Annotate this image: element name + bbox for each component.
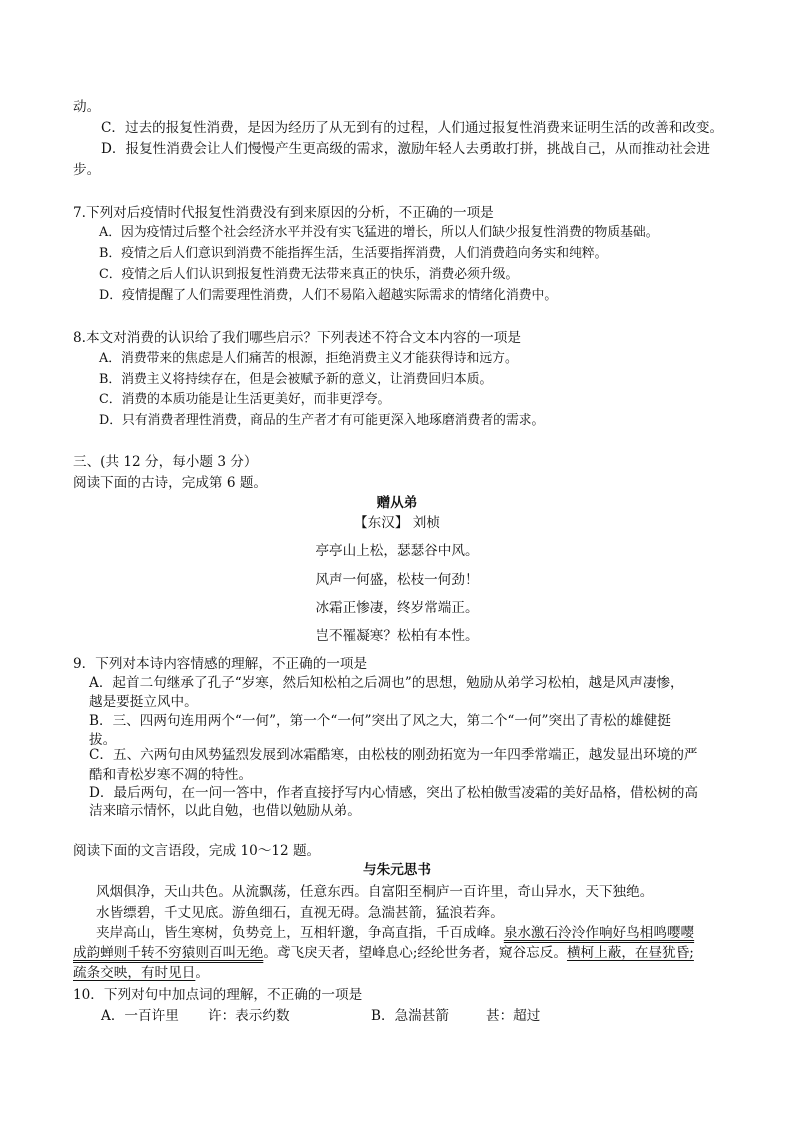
q9-option-b-cont: 拔。 xyxy=(89,732,117,748)
section-header: 三、(共 12 分，每小题 3 分） xyxy=(73,454,258,470)
poem-author: 【东汉】 刘桢 xyxy=(354,515,440,531)
prose-paragraph-cont xyxy=(73,944,694,962)
question-7-stem: 7.下列对后疫情时代报复性消费没有到来原因的分析，不正确的一项是 xyxy=(73,205,494,221)
q9-option-a: A．起首二句继承了孔子“岁寒，然后知松柏之后凋也”的思想，勉励从弟学习松柏，越是风声凄惨， xyxy=(89,675,684,691)
poem-instruction: 阅读下面的古诗，完成第 6 题。 xyxy=(73,475,268,491)
q8-option-c: C．消费的本质功能是让生活更美好，而非更浮夸。 xyxy=(99,392,391,407)
q9-option-d: D．最后两句，在一问一答中，作者直接抒写内心情感，突出了松柏傲雪凌霜的美好品格，借松树的高 xyxy=(89,785,699,801)
poem-line: 冰霜正惨凄，终岁常端正。 xyxy=(315,600,479,616)
prose-instruction: 阅读下面的文言语段，完成 10～12 题。 xyxy=(73,843,321,859)
underlined-text: 泉水激石泠泠作响好鸟相鸣嘤嘤 xyxy=(503,925,695,941)
prose-paragraph xyxy=(96,924,694,942)
q10-option-b-gloss: 甚：超过 xyxy=(486,1008,541,1024)
prose-text: 。 xyxy=(195,965,209,981)
poem-line: 亭亭山上松，瑟瑟谷中风。 xyxy=(315,543,479,559)
poem-title: 赠从弟 xyxy=(376,495,418,511)
prose-text: 夹岸高山，皆生寒树，负势竞上，互相轩邈，争高直指，千百成峰。 xyxy=(96,925,504,941)
q10-option-b-phrase: B．急湍甚箭 xyxy=(371,1008,449,1024)
prose-paragraph-cont xyxy=(73,964,209,982)
q9-option-c: C．五、六两句由风势猛烈发展到冰霜酷寒，由松枝的刚劲拓宽为一年四季常端正，越发显出环境的严 xyxy=(89,747,698,763)
q7-option-b: B．疫情之后人们意识到消费不能指挥生活，生活要指挥消费，人们消费趋向务实和纯粹。 xyxy=(99,246,608,261)
q7-option-a: A．因为疫情过后整个社会经济水平并没有实飞猛进的增长，所以人们缺少报复性消费的物质基础。 xyxy=(99,225,659,240)
q10-option-a-gloss: 许：表示约数 xyxy=(208,1008,290,1024)
q9-option-a-cont: 越是要挺立风中。 xyxy=(89,694,198,710)
prose-text: 。鸢飞戾天者，望峰息心;经纶世务者，窥谷忘反。 xyxy=(263,945,567,961)
option-d-cont: 步。 xyxy=(73,162,101,178)
q9-option-b: B．三、四两句连用两个“一何”，第一个“一何”突出了风之大，第二个“一何”突出了青松的雄健挺 xyxy=(89,713,671,729)
q8-option-a: A．消费带来的焦虑是人们痛苦的根源，拒绝消费主义才能获得诗和远方。 xyxy=(99,351,518,366)
q9-option-c-cont: 酷和青松岁寒不凋的特性。 xyxy=(89,767,253,783)
q7-option-d: D．疫情提醒了人们需要理性消费，人们不易陷入超越实际需求的情绪化消费中。 xyxy=(99,288,558,303)
q9-option-d-cont: 洁来暗示情怀，以此自勉，也借以勉励从弟。 xyxy=(89,803,361,819)
prose-paragraph: 风烟俱净，天山共色。从流飘荡，任意东西。自富阳至桐庐一百许里，奇山异水，天下独绝。 xyxy=(96,884,654,900)
continued-text: 动。 xyxy=(73,99,101,115)
q10-option-a-phrase: A．一百许里 xyxy=(101,1008,179,1024)
underlined-text: 成韵蝉则千转不穷猿则百叫无绝 xyxy=(73,945,264,961)
q8-option-b: B．消费主义将持续存在，但是会被赋予新的意义，让消费回归本质。 xyxy=(99,372,493,387)
option-d: D．报复性消费会让人们慢慢产生更高级的需求，激励年轻人去勇敢打拼，挑战自己，从而推动社会进 xyxy=(101,141,711,157)
q7-option-c: C．疫情之后人们认识到报复性消费无法带来真正的快乐，消费必须升级。 xyxy=(99,267,519,282)
option-c: C．过去的报复性消费，是因为经历了从无到有的过程，人们通过报复性消费来证明生活的改善和改变。 xyxy=(101,120,724,136)
question-10-stem: 10．下列对句中加点词的理解，不正确的一项是 xyxy=(73,987,363,1003)
question-8-stem: 8.本文对消费的认识给了我们哪些启示？下列表述不符合文本内容的一项是 xyxy=(73,330,521,346)
prose-title: 与朱元思书 xyxy=(363,862,431,878)
q8-option-d: D．只有消费者理性消费，商品的生产者才有可能更深入地琢磨消费者的需求。 xyxy=(99,413,545,428)
poem-line: 岂不罹凝寒？松柏有本性。 xyxy=(315,628,479,644)
question-9-stem: 9．下列对本诗内容情感的理解，不正确的一项是 xyxy=(73,656,368,672)
underlined-text: 疏条交映，有时见日 xyxy=(73,965,196,981)
poem-line: 风声一何盛，松枝一何劲！ xyxy=(315,572,479,588)
prose-paragraph: 水皆缥碧，千丈见底。游鱼细石，直视无碍。急湍甚箭，猛浪若奔。 xyxy=(96,905,504,921)
underlined-text: 横柯上蔽，在昼犹昏; xyxy=(566,945,694,961)
